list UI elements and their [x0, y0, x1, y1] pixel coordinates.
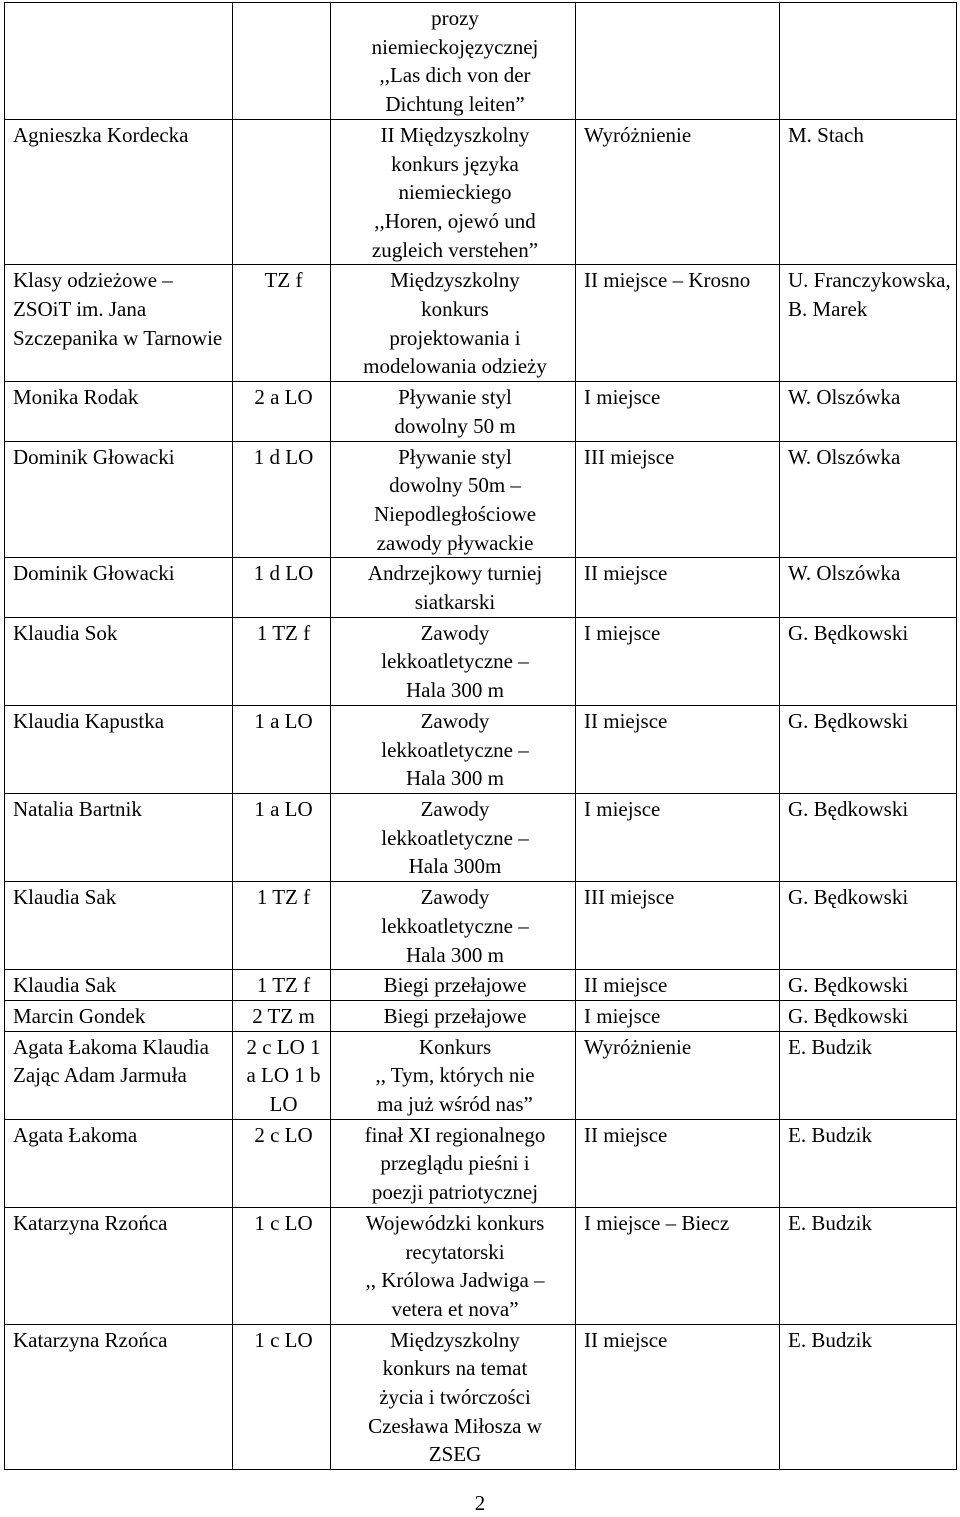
- class-cell: 1 c LO: [233, 1207, 331, 1324]
- teacher-cell: U. Franczykowska, B. Marek: [780, 265, 957, 382]
- teacher-cell: G. Będkowski: [780, 882, 957, 970]
- student-name-cell: Agata Łakoma Klaudia Zając Adam Jarmuła: [5, 1031, 233, 1119]
- teacher-cell: G. Będkowski: [780, 705, 957, 793]
- result-cell: II miejsce: [576, 970, 780, 1001]
- result-cell: II miejsce: [576, 705, 780, 793]
- teacher-cell: E. Budzik: [780, 1119, 957, 1207]
- event-line: przeglądu pieśni i: [380, 1151, 530, 1176]
- event-line: poezji patriotycznej: [371, 1180, 539, 1205]
- event-line: prozy: [431, 6, 479, 30]
- result-cell: I miejsce: [576, 1000, 780, 1031]
- event-line: ,,Las dich von der: [379, 63, 531, 88]
- event-line: niemieckiego: [398, 180, 512, 205]
- table-row: [5, 882, 957, 970]
- teacher-cell: G. Będkowski: [780, 1000, 957, 1031]
- event-line: dowolny 50 m: [394, 413, 516, 438]
- event-cell: [331, 558, 576, 617]
- student-name-cell: Katarzyna Rzońca: [5, 1324, 233, 1470]
- teacher-cell: G. Będkowski: [780, 970, 957, 1001]
- teacher-cell: G. Będkowski: [780, 793, 957, 881]
- event-line: zugleich verstehen”: [371, 237, 539, 262]
- result-cell: Wyróżnienie: [576, 119, 780, 265]
- student-name-cell: Marcin Gondek: [5, 1000, 233, 1031]
- event-line: projektowania i: [389, 325, 521, 350]
- result-cell: II miejsce: [576, 1119, 780, 1207]
- class-cell: 1 TZ f: [233, 617, 331, 705]
- event-line: II Międzyszkolny: [380, 122, 530, 147]
- class-cell: 2 TZ m: [233, 1000, 331, 1031]
- table-row: [5, 1031, 957, 1119]
- class-cell: 1 TZ f: [233, 970, 331, 1001]
- event-cell: [331, 1324, 576, 1470]
- event-cell: [331, 617, 576, 705]
- event-line: Hala 300 m: [406, 942, 504, 967]
- event-line: siatkarski: [414, 590, 496, 615]
- event-line: Hala 300 m: [406, 678, 504, 703]
- event-line: lekkoatletyczne –: [381, 737, 529, 762]
- event-cell: [331, 1119, 576, 1207]
- class-cell: 2 c LO: [233, 1119, 331, 1207]
- event-line: Hala 300m: [408, 854, 502, 879]
- result-cell: I miejsce: [576, 793, 780, 881]
- event-line: recytatorski: [405, 1239, 505, 1264]
- teacher-cell: W. Olszówka: [780, 441, 957, 558]
- event-cell: [331, 1000, 576, 1031]
- event-line: konkurs: [421, 297, 489, 322]
- event-cell: [331, 970, 576, 1001]
- page-number: 2: [474, 1491, 486, 1515]
- class-cell: 1 d LO: [233, 558, 331, 617]
- result-cell: III miejsce: [576, 441, 780, 558]
- table-row: [5, 617, 957, 705]
- student-name-cell: Katarzyna Rzońca: [5, 1207, 233, 1324]
- results-table: [4, 2, 957, 1470]
- table-row: [5, 970, 957, 1001]
- event-line: życia i twórczości: [379, 1385, 531, 1410]
- table-row: [5, 3, 957, 120]
- event-line: modelowania odzieży: [363, 354, 547, 379]
- table-row: [5, 1207, 957, 1324]
- class-cell: [233, 119, 331, 265]
- student-name-cell: Agnieszka Kordecka: [5, 119, 233, 265]
- student-name-cell: Dominik Głowacki: [5, 558, 233, 617]
- student-name-cell: Dominik Głowacki: [5, 441, 233, 558]
- event-line: lekkoatletyczne –: [381, 825, 529, 850]
- student-name-cell: Klaudia Sak: [5, 970, 233, 1001]
- event-cell: [331, 382, 576, 441]
- teacher-cell: E. Budzik: [780, 1207, 957, 1324]
- event-line: Pływanie styl: [398, 385, 512, 410]
- event-cell: [331, 1207, 576, 1324]
- event-line: vetera et nova”: [391, 1296, 519, 1321]
- event-line: Biegi przełajowe: [383, 1003, 527, 1028]
- class-cell: TZ f: [233, 265, 331, 382]
- result-cell: I miejsce: [576, 617, 780, 705]
- event-line: lekkoatletyczne –: [381, 649, 529, 674]
- event-line: zawody pływackie: [376, 530, 534, 555]
- table-row: [5, 558, 957, 617]
- table-row: [5, 1119, 957, 1207]
- student-name-cell: Monika Rodak: [5, 382, 233, 441]
- event-line: Niepodległościowe: [373, 501, 537, 526]
- event-line: Międzyszkolny: [390, 1327, 520, 1352]
- event-cell: [331, 793, 576, 881]
- result-cell: I miejsce – Biecz: [576, 1207, 780, 1324]
- student-name-cell: [5, 3, 233, 120]
- class-cell: 2 c LO 1 a LO 1 b LO: [233, 1031, 331, 1119]
- event-line: Pływanie styl: [398, 444, 512, 469]
- event-line: Konkurs: [418, 1034, 492, 1059]
- event-line: Międzyszkolny: [390, 268, 520, 293]
- class-cell: 1 d LO: [233, 441, 331, 558]
- result-cell: I miejsce: [576, 382, 780, 441]
- event-line: Zawody: [420, 796, 490, 821]
- class-cell: 1 c LO: [233, 1324, 331, 1470]
- teacher-cell: [780, 3, 957, 120]
- class-cell: 1 a LO: [233, 793, 331, 881]
- teacher-cell: E. Budzik: [780, 1031, 957, 1119]
- event-cell: [331, 705, 576, 793]
- student-name-cell: Natalia Bartnik: [5, 793, 233, 881]
- result-cell: [576, 3, 780, 120]
- result-cell: III miejsce: [576, 882, 780, 970]
- teacher-cell: E. Budzik: [780, 1324, 957, 1470]
- event-cell: [331, 3, 576, 120]
- student-name-cell: Klaudia Sak: [5, 882, 233, 970]
- event-line: konkurs na temat: [382, 1356, 528, 1381]
- event-line: Wojewódzki konkurs: [365, 1210, 545, 1235]
- result-cell: II miejsce: [576, 1324, 780, 1470]
- result-cell: Wyróżnienie: [576, 1031, 780, 1119]
- event-line: konkurs języka: [391, 151, 519, 176]
- table-row: [5, 1000, 957, 1031]
- result-cell: II miejsce – Krosno: [576, 265, 780, 382]
- teacher-cell: W. Olszówka: [780, 558, 957, 617]
- event-line: Zawody: [420, 708, 490, 733]
- class-cell: 2 a LO: [233, 382, 331, 441]
- table-row: [5, 1324, 957, 1470]
- event-line: Biegi przełajowe: [383, 973, 527, 998]
- event-cell: [331, 265, 576, 382]
- student-name-cell: Klaudia Sok: [5, 617, 233, 705]
- event-cell: [331, 1031, 576, 1119]
- student-name-cell: Klasy odzieżowe – ZSOiT im. Jana Szczepanika w Tarnowie: [5, 265, 233, 382]
- teacher-cell: G. Będkowski: [780, 617, 957, 705]
- table-row: [5, 793, 957, 881]
- class-cell: 1 a LO: [233, 705, 331, 793]
- event-line: Czesława Miłosza w: [368, 1413, 542, 1438]
- result-cell: II miejsce: [576, 558, 780, 617]
- table-row: [5, 265, 957, 382]
- event-line: ZSEG: [428, 1442, 482, 1467]
- event-line: dowolny 50m –: [389, 473, 521, 498]
- results-table-body: [5, 3, 957, 1470]
- event-cell: [331, 882, 576, 970]
- class-cell: 1 TZ f: [233, 882, 331, 970]
- event-line: Zawody: [420, 620, 490, 645]
- table-row: [5, 382, 957, 441]
- event-line: finał XI regionalnego: [364, 1122, 546, 1147]
- event-cell: [331, 441, 576, 558]
- class-cell: [233, 3, 331, 120]
- student-name-cell: Klaudia Kapustka: [5, 705, 233, 793]
- event-line: niemieckojęzycznej: [371, 34, 539, 59]
- event-cell: [331, 119, 576, 265]
- event-line: ,, Królowa Jadwiga –: [365, 1268, 545, 1293]
- event-line: ,,Horen, ojewó und: [374, 208, 536, 233]
- student-name-cell: Agata Łakoma: [5, 1119, 233, 1207]
- table-row: [5, 705, 957, 793]
- table-row: [5, 441, 957, 558]
- table-row: [5, 119, 957, 265]
- teacher-cell: W. Olszówka: [780, 382, 957, 441]
- event-line: lekkoatletyczne –: [381, 913, 529, 938]
- event-line: ma już wśród nas”: [377, 1092, 533, 1117]
- event-line: Dichtung leiten”: [385, 92, 525, 117]
- event-line: Zawody: [420, 885, 490, 910]
- event-line: Andrzejkowy turniej: [367, 561, 543, 586]
- event-line: Hala 300 m: [406, 766, 504, 791]
- event-line: ,, Tym, których nie: [375, 1063, 535, 1088]
- teacher-cell: M. Stach: [780, 119, 957, 265]
